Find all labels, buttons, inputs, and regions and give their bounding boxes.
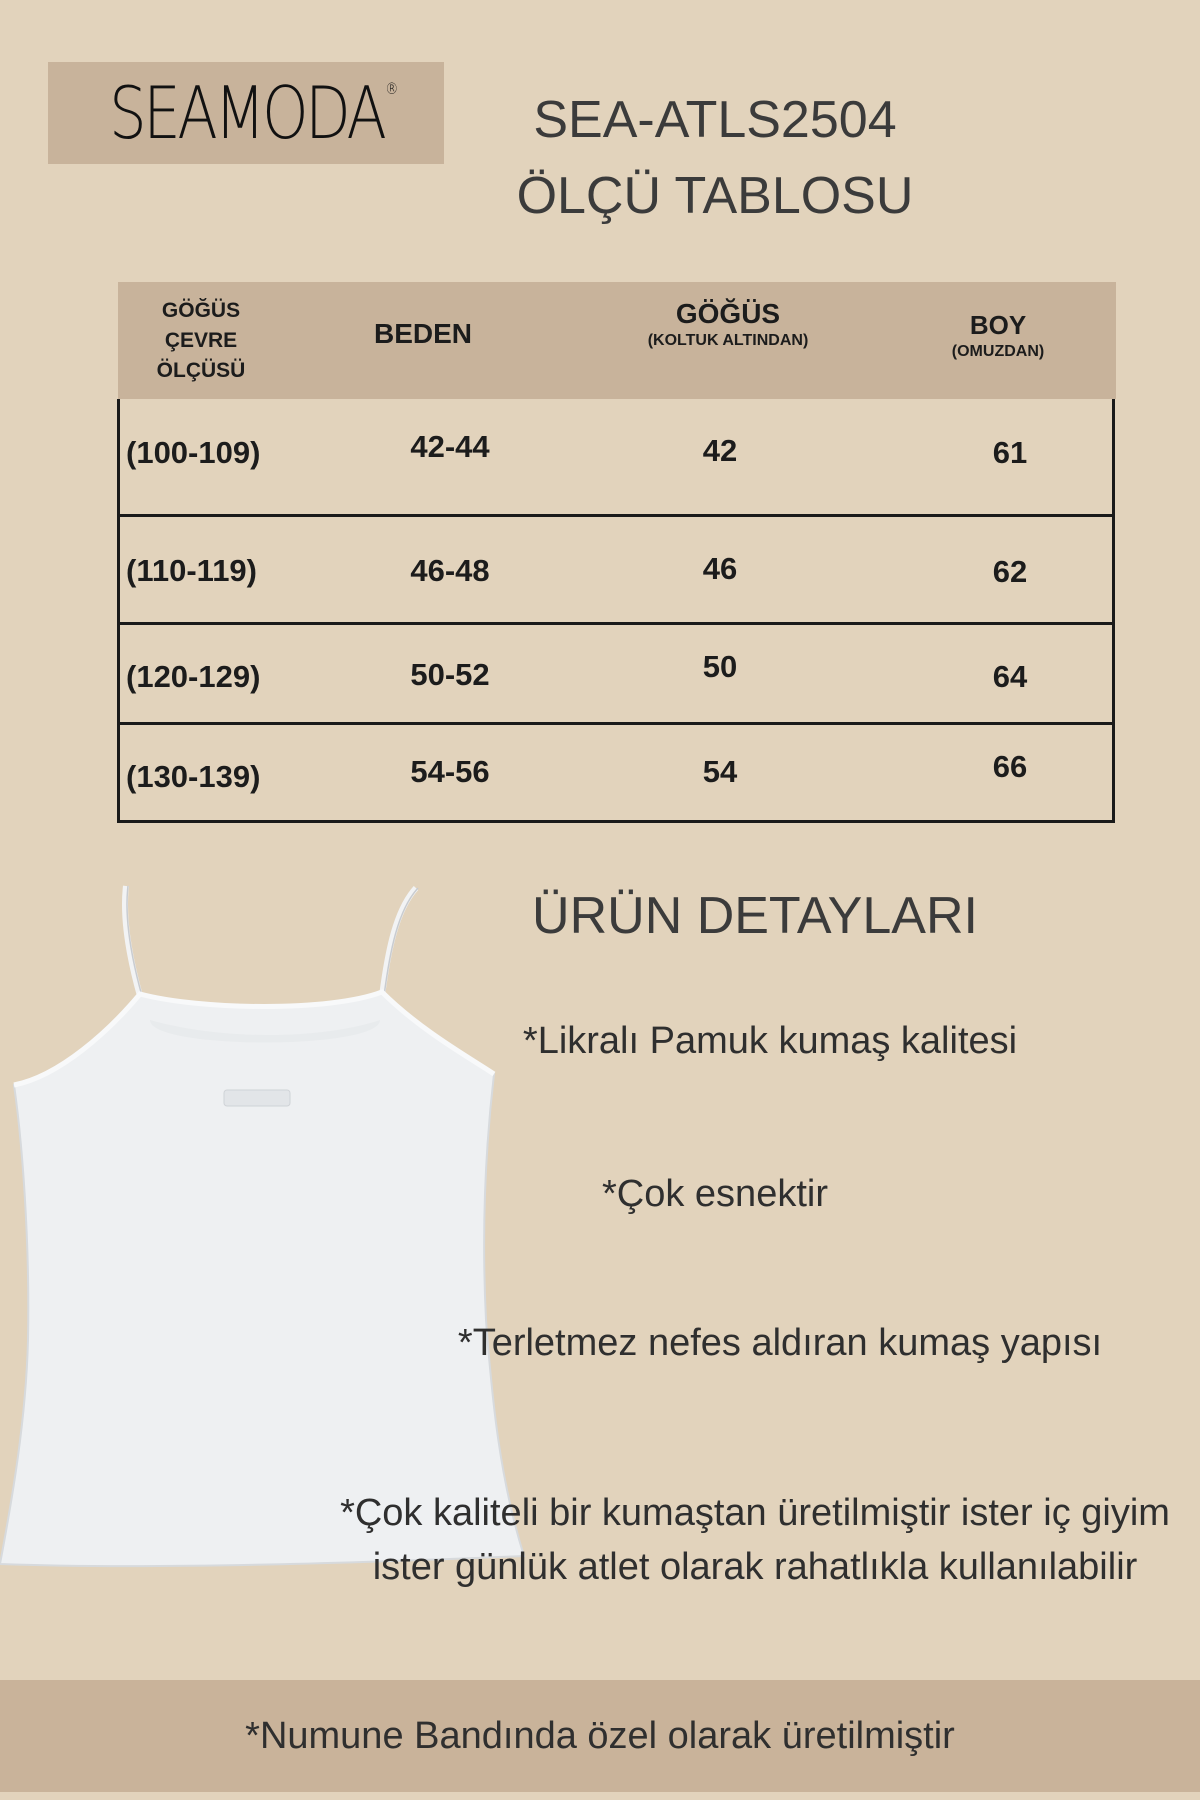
header-length	[898, 310, 1098, 361]
header-length-label: BOY	[969, 310, 1027, 340]
cell-length: 62	[992, 554, 1028, 589]
footer-note: *Numune Bandında özel olarak üretilmiştir	[245, 1714, 955, 1757]
table-row	[120, 399, 1115, 517]
product-code: SEA-ATLS2504	[533, 91, 897, 149]
header-chest	[608, 298, 848, 350]
cell-length: 66	[992, 749, 1028, 784]
brand-logo-text: SEAMODA	[108, 71, 384, 155]
header-chest-note: (KOLTUK ALTINDAN)	[647, 332, 809, 349]
size-table-body	[117, 399, 1115, 823]
registered-mark: ®	[384, 79, 398, 98]
cell-chest: 50	[702, 649, 738, 684]
table-row	[120, 625, 1115, 725]
detail-item: *Likralı Pamuk kumaş kalitesi	[522, 1020, 1018, 1062]
detail-item: *Çok kaliteli bir kumaştan üretilmiştir ister iç giyim ister günlük atlet olarak rahatlıkla kullanılabilir	[340, 1492, 1170, 1588]
right-strap	[382, 888, 416, 996]
cell-size: 50-52	[410, 657, 490, 692]
cell-chest-circ: (110-119)	[126, 553, 257, 588]
size-table-header	[118, 282, 1116, 399]
details-title: ÜRÜN DETAYLARI	[532, 887, 978, 945]
cell-chest: 54	[702, 754, 738, 789]
table-row	[120, 517, 1115, 625]
detail-item: *Terletmez nefes aldıran kumaş yapısı	[457, 1322, 1103, 1364]
detail-item: *Çok esnektir	[602, 1173, 828, 1215]
cell-chest: 46	[702, 551, 738, 586]
cell-size: 54-56	[410, 754, 490, 789]
cell-chest-circ: (130-139)	[126, 759, 261, 794]
cell-length: 61	[992, 435, 1028, 470]
cell-size: 42-44	[410, 429, 490, 464]
header-chest-circ-line2: ÇEVRE	[164, 329, 238, 352]
header-chest-label: GÖĞÜS	[675, 298, 781, 329]
cell-chest-circ: (100-109)	[126, 435, 261, 470]
cell-chest-circ: (120-129)	[126, 659, 261, 694]
camisole-body	[0, 992, 524, 1566]
camisole-image	[0, 880, 540, 1580]
cell-length: 64	[992, 659, 1028, 694]
header-size: BEDEN	[373, 318, 472, 349]
table-row	[120, 725, 1115, 823]
brand-logo	[108, 71, 398, 155]
footer-band	[0, 1680, 1200, 1792]
cell-size: 46-48	[410, 553, 490, 588]
chart-title: ÖLÇÜ TABLOSU	[516, 167, 914, 225]
cell-chest: 42	[702, 433, 738, 468]
brand-logo-box	[48, 62, 444, 164]
header-length-note: (OMUZDAN)	[951, 343, 1045, 360]
care-label	[224, 1090, 290, 1106]
header-chest-circumference	[136, 296, 266, 386]
header-chest-circ-line1: GÖĞÜS	[161, 299, 241, 322]
header-chest-circ-line3: ÖLÇÜSÜ	[156, 359, 246, 382]
